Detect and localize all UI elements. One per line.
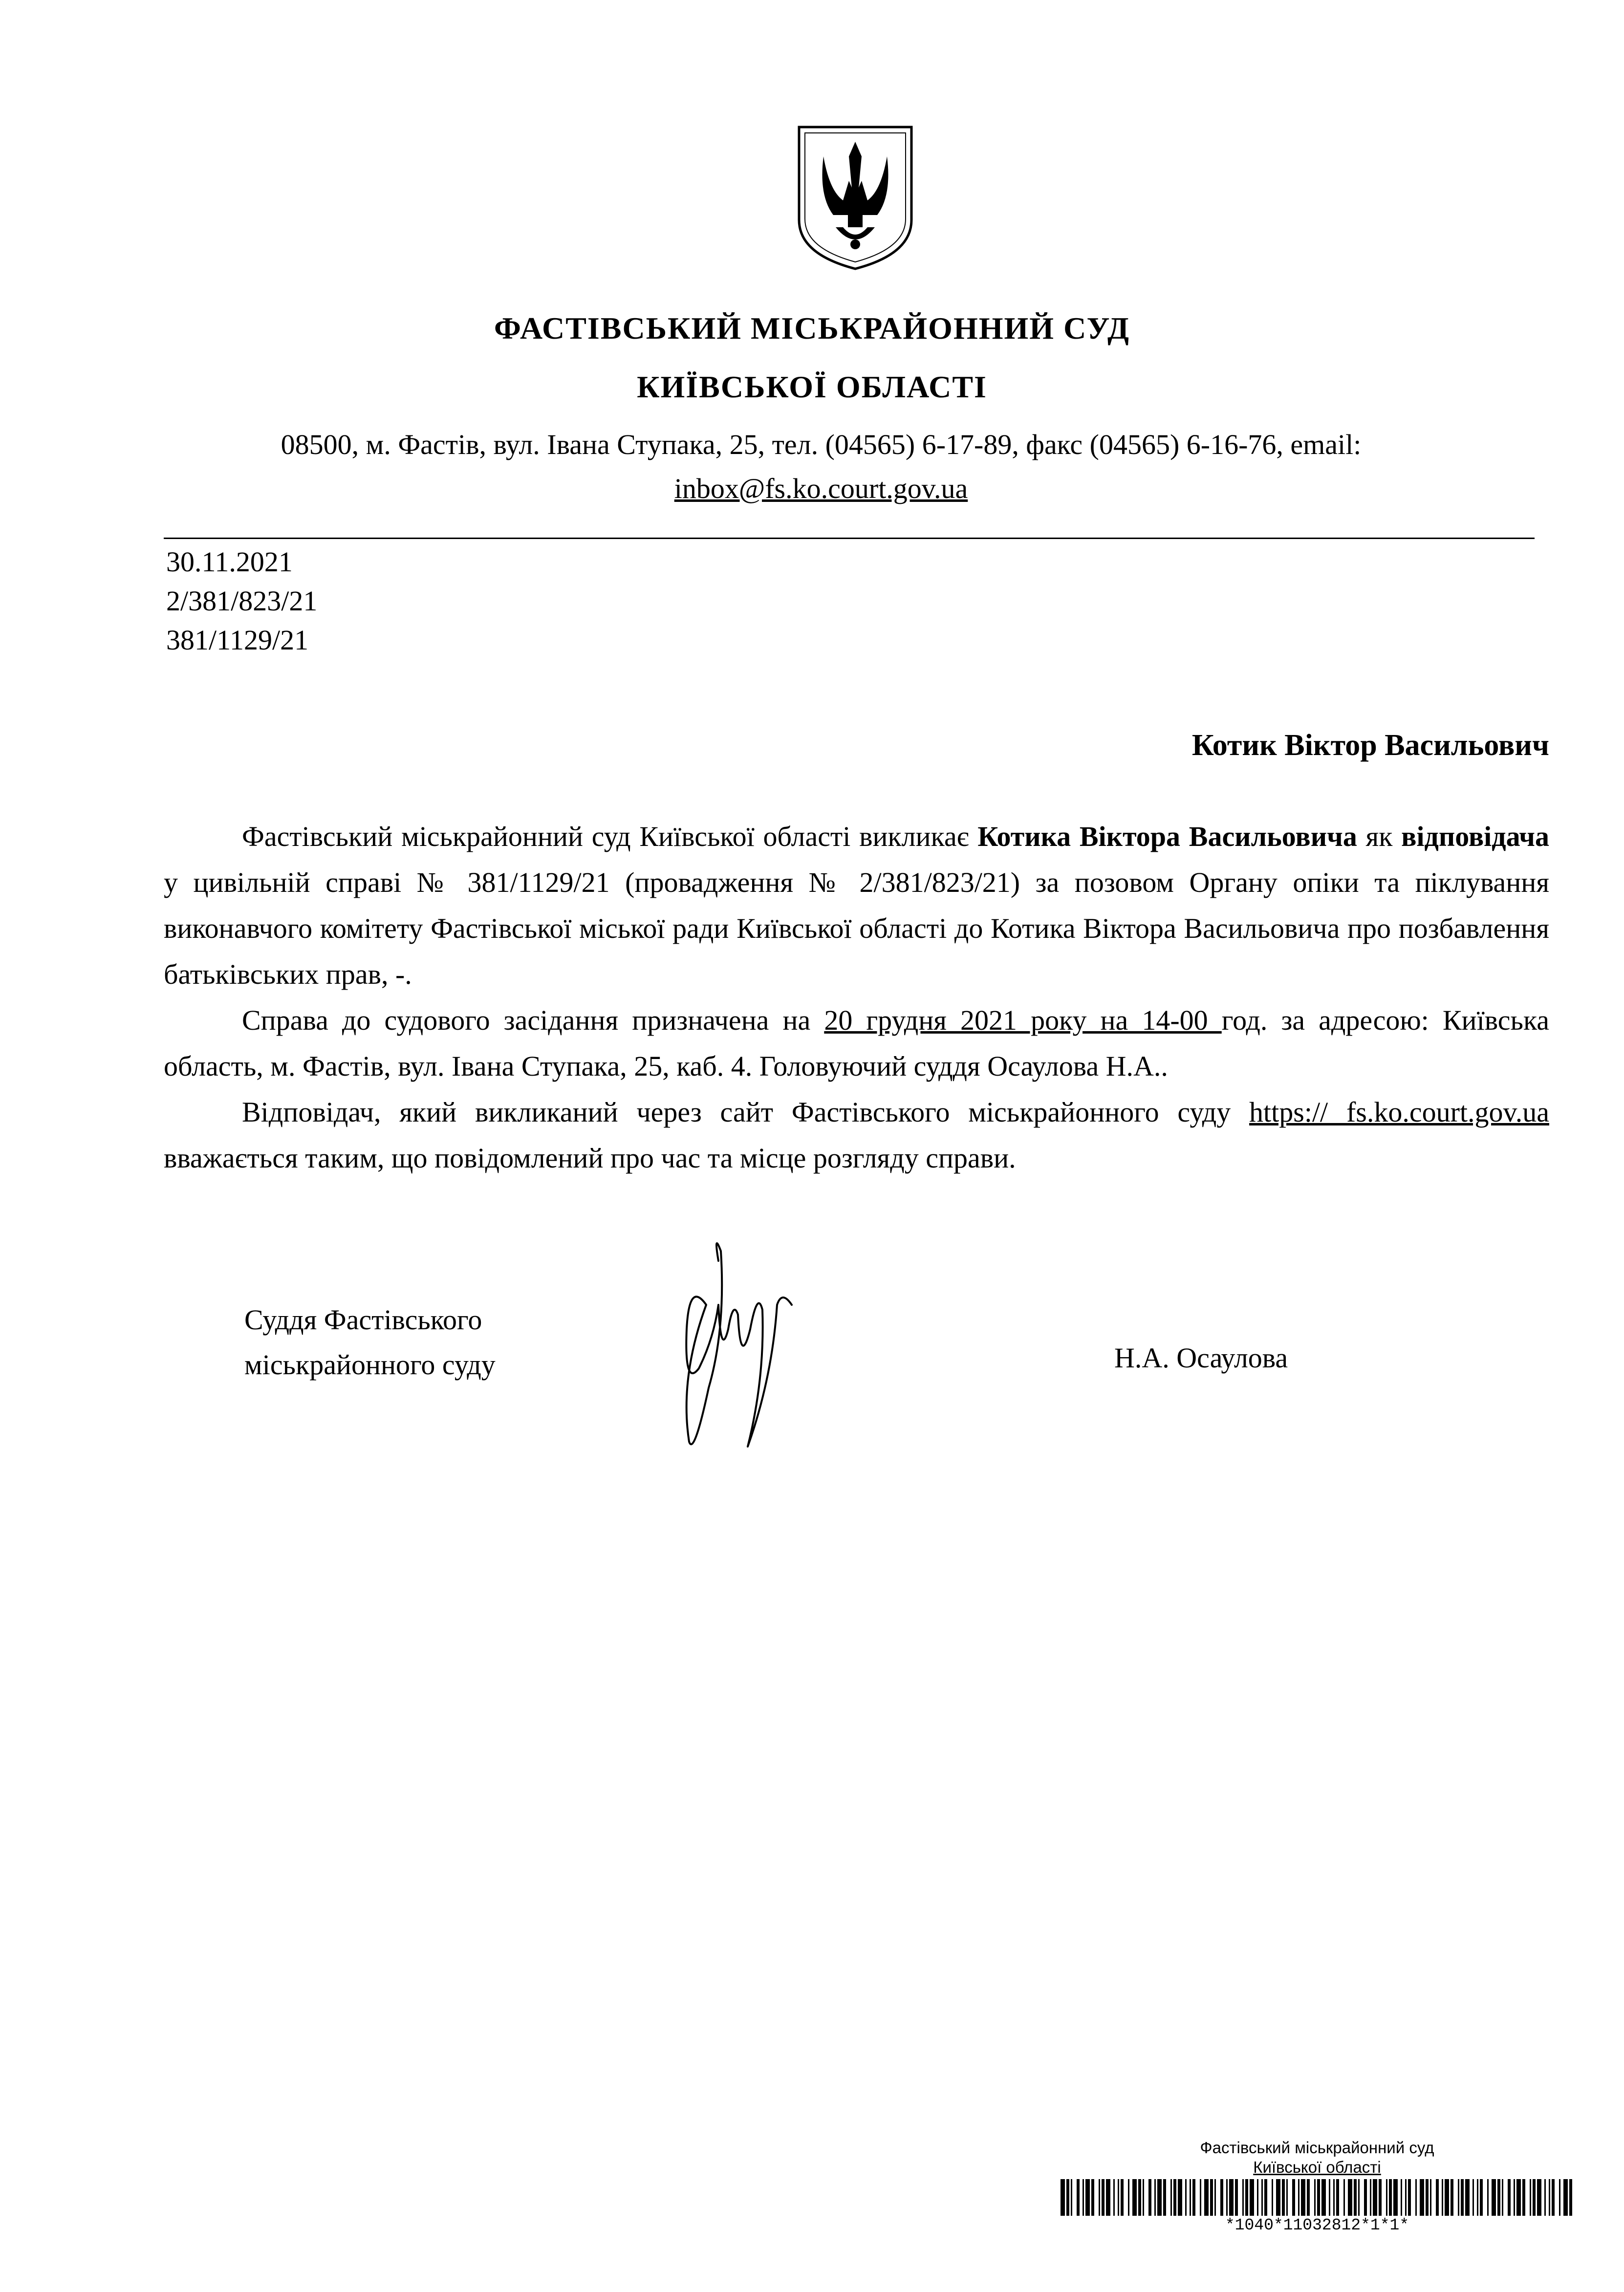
proceeding-number: 2/381/823/21 [166,585,318,617]
court-address [161,423,1481,511]
trident-coat-of-arms-icon [794,122,916,274]
address-line: 08500, м. Фастів, вул. Івана Ступака, 25, тел. (04565) 6-17-89, факс (04565) 6-16-76, email: [281,429,1362,460]
paragraph-summons: Фастівський міськрайонний суд Київської області викликає Котика Віктора Васильовича як відповідача у цивільній справі № 381/1129/21 (провадження № 2/381/823/21) за позовом Органу опіки та піклування виконавчого комітету Фастівської міської ради Київської області до Котика Віктора Васильовича про позбавлення батьківських прав, -. [164,821,1549,990]
judge-title: Суддя Фастівського міськрайонного суду [244,1304,496,1381]
summons-body [164,814,1549,1181]
stamp-line-2: Київської області [1253,2158,1381,2176]
barcode-code: *1040*11032812*1*1* [1225,2216,1409,2234]
header-divider [164,538,1535,539]
defendant-role: відповідача [1401,821,1549,852]
paragraph-notice: Відповідач, який викликаний через сайт Фастівського міськрайонного суду https:// fs.ko.court.gov.ua вважається таким, що повідомлений про час та місце розгляду справи. [164,1096,1549,1174]
document-references [166,542,317,660]
court-website-link[interactable]: https:// fs.ko.court.gov.ua [1249,1096,1549,1128]
hearing-date: 20 грудня 2021 року на 14-00 [824,1004,1222,1036]
email-link[interactable]: inbox@fs.ko.court.gov.ua [674,473,968,504]
court-region: КИЇВСЬКОЇ ОБЛАСТІ [637,369,987,404]
defendant-name: Котика Віктора Васильовича [977,821,1357,852]
stamp-line-1: Фастівський міськрайонний суд [1200,2139,1434,2157]
paragraph-hearing: Справа до судового засідання призначена на 20 грудня 2021 року на 14-00 год. за адресою: Київська область, м. Фастів, вул. Івана Ступака, 25, каб. 4. Головуючий суддя Осаулова Н.А.. [164,1004,1549,1082]
document-date: 30.11.2021 [166,546,293,578]
addressee-name: Котик Віктор Васильович [1191,729,1549,762]
judge-name: Н.А. Осаулова [1114,1342,1288,1374]
barcode-icon [1061,2179,1574,2216]
registration-stamp [1061,2138,1574,2235]
handwritten-signature [660,1232,806,1461]
case-number: 381/1129/21 [166,624,309,656]
court-name: ФАСТІВСЬКИЙ МІСЬКРАЙОННИЙ СУД [494,311,1130,346]
